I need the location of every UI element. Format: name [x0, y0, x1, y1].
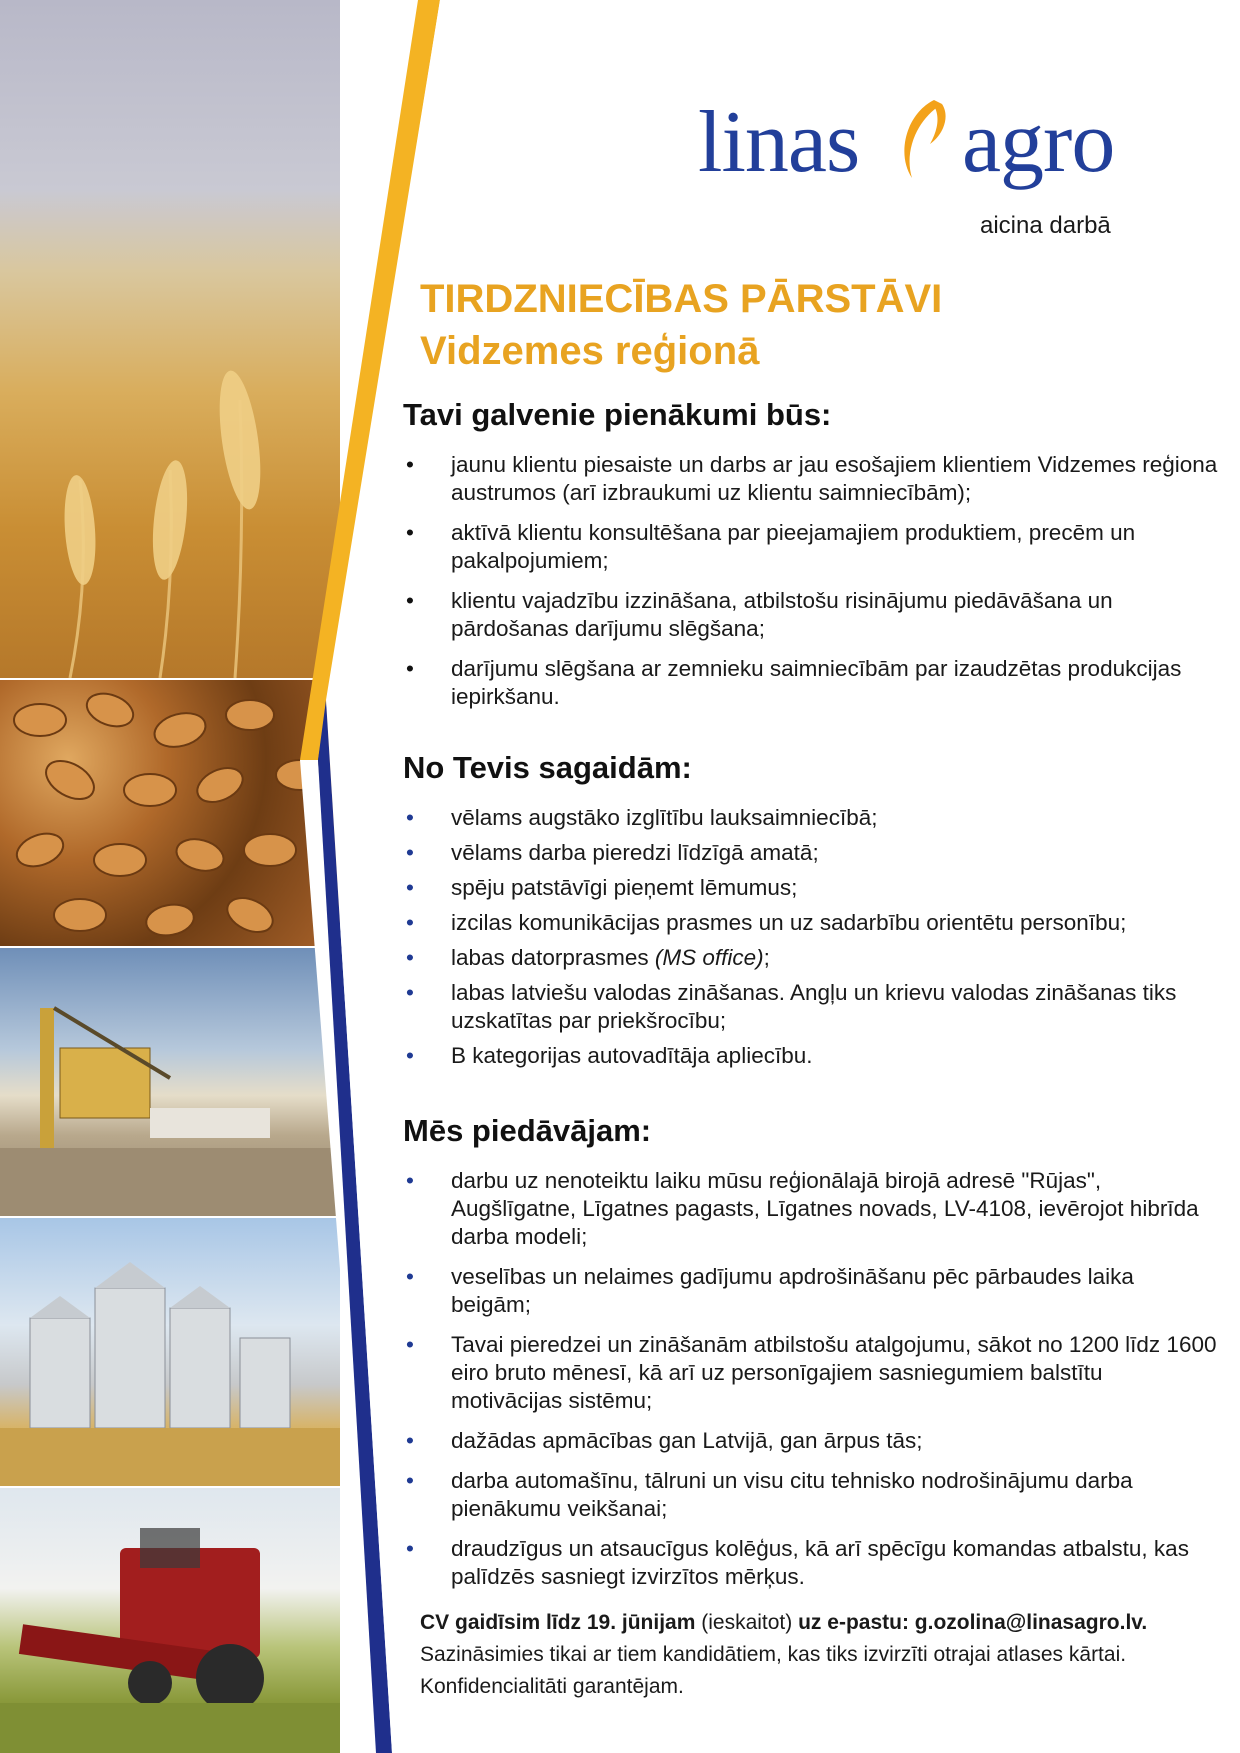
list-item: • veselības un nelaimes gadījumu apdrošināšanu pēc pārbaudes laika beigām;: [406, 1264, 1134, 1317]
job-title: TIRDZNIECĪBAS PĀRSTĀVI: [420, 277, 943, 321]
tagline: aicina darbā: [980, 212, 1111, 239]
duties-heading: Tavi galvenie pienākumi būs:: [403, 397, 832, 432]
list-item: • vēlams darba pieredzi līdzīgā amatā;: [406, 840, 819, 865]
list-item: • spēju patstāvīgi pieņemt lēmumus;: [406, 875, 798, 900]
list-item: • B kategorijas autovadītāja apliecību.: [406, 1043, 813, 1068]
list-item: • darbu uz nenoteiktu laiku mūsu reģionālajā birojā adresē "Rūjas", Augšlīgatne, Līgatnes pagasts, Līgatnes novads, LV-4108, ievērojot hibrīda darba modeli;: [406, 1168, 1199, 1249]
requirements-section: [403, 750, 1218, 1077]
list-item: • klientu vajadzību izzināšana, atbilstošu risinājumu piedāvāšana un pārdošanas darījumu slēgšana;: [406, 588, 1113, 641]
list-item: • darba automašīnu, tālruni un visu citu tehnisko nodrošinājumu darba pienākumu veikšanai;: [406, 1468, 1133, 1521]
requirements-heading: No Tevis sagaidām:: [403, 750, 692, 785]
application-info: [420, 1607, 1220, 1703]
list-item: • labas datorprasmes (MS office);: [406, 945, 770, 970]
offer-heading: Mēs piedāvājam:: [403, 1113, 652, 1148]
cv-deadline-line: CV gaidīsim līdz 19. jūnijam (ieskaitot) uz e-pastu: g.ozolina@linasagro.lv.: [420, 1611, 1148, 1634]
contact-email[interactable]: uz e-pastu: g.ozolina@linasagro.lv.: [798, 1611, 1148, 1634]
list-item: • dažādas apmācības gan Latvijā, gan ārpus tās;: [406, 1428, 923, 1453]
logo-mark-icon: [886, 94, 956, 184]
confidentiality-note: Konfidencialitāti garantējam.: [420, 1675, 684, 1698]
linas-agro-logo: [690, 88, 1150, 198]
list-item: • Tavai pieredzei un zināšanām atbilstošu atalgojumu, sākot no 1200 līdz 1600 eiro bruto mēnesī, kā arī uz personīgajiem sasniegumiem balstītu motivācijas sistēmu;: [406, 1332, 1217, 1413]
list-item: • jaunu klientu piesaiste un darbs ar jau esošajiem klientiem Vidzemes reģiona austrumos (arī izbraukumi uz klientu saimniecībām);: [406, 452, 1218, 505]
job-region: Vidzemes reģionā: [420, 329, 760, 373]
diagonal-accent-stripes: [0, 0, 460, 1753]
offer-section: [403, 1113, 1218, 1603]
list-item: • darījumu slēgšana ar zemnieku saimniecībām par izaudzētas produkcijas iepirkšanu.: [406, 656, 1182, 709]
logo-text-linas: linas: [698, 94, 860, 191]
list-item: • labas latviešu valodas zināšanas. Angļu un krievu valodas zināšanas tiks uzskatītas par priekšrocību;: [406, 980, 1177, 1033]
duties-section: [403, 397, 1218, 723]
list-item: • draudzīgus un atsaucīgus kolēģus, kā arī spēcīgu komandas atbalstu, kas palīdzēs sasniegt izvirzītos mērķus.: [406, 1536, 1189, 1589]
list-item: • aktīvā klientu konsultēšana par pieejamajiem produktiem, precēm un pakalpojumiem;: [406, 520, 1136, 573]
list-item: • izcilas komunikācijas prasmes un uz sadarbību orientētu personību;: [406, 910, 1127, 935]
contact-note: Sazināsimies tikai ar tiem kandidātiem, kas tiks izvirzīti otrajai atlases kārtai.: [420, 1643, 1127, 1666]
list-item: • vēlams augstāko izglītību lauksaimniecībā;: [406, 805, 878, 830]
logo-text-agro: agro: [962, 94, 1115, 191]
